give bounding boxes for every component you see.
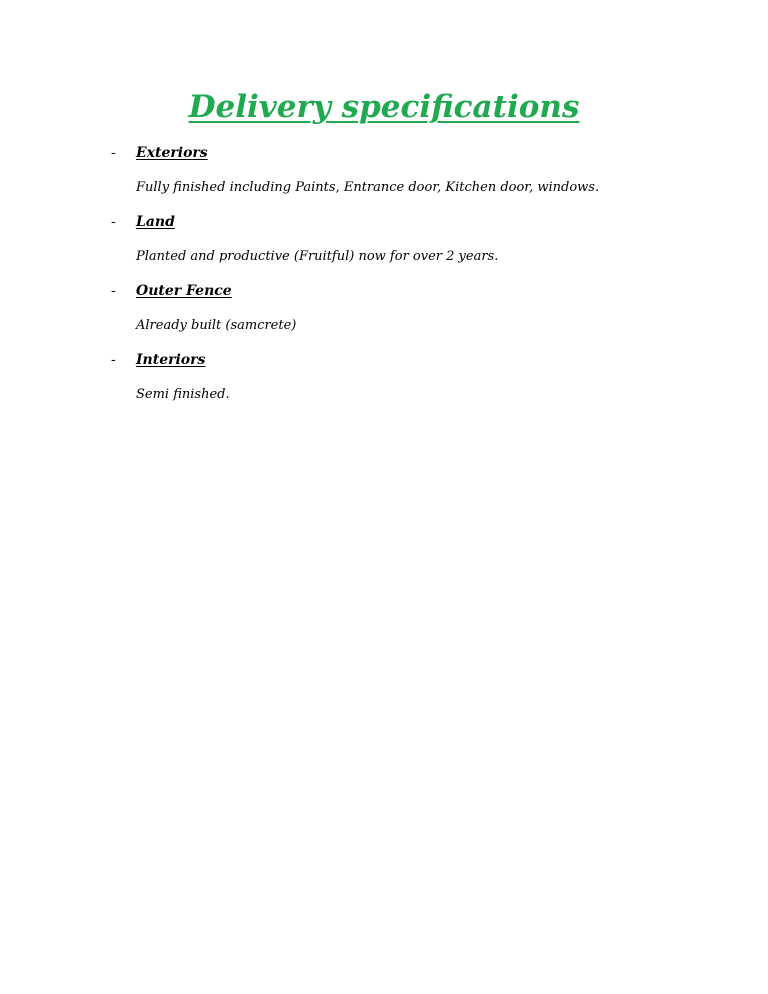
section-description: Planted and productive (Fruitful) now for over 2 years. [136, 249, 499, 264]
specification-list [0, 141, 768, 417]
bullet-dash: - [111, 352, 116, 368]
section-heading: Outer Fence [136, 283, 232, 299]
page-title: Delivery specifications [188, 89, 580, 125]
list-item-outer-fence [0, 279, 768, 348]
section-description: Already built (samcrete) [136, 318, 297, 333]
section-description: Semi finished. [136, 387, 230, 402]
section-heading: Land [136, 214, 175, 230]
bullet-dash: - [111, 283, 116, 299]
section-description: Fully finished including Paints, Entrance door, Kitchen door, windows. [136, 180, 600, 195]
section-heading: Exteriors [136, 145, 208, 161]
bullet-dash: - [111, 214, 116, 230]
list-item-interiors [0, 348, 768, 417]
list-item-exteriors [0, 141, 768, 210]
section-heading: Interiors [136, 352, 206, 368]
list-item-land [0, 210, 768, 279]
bullet-dash: - [111, 145, 116, 161]
